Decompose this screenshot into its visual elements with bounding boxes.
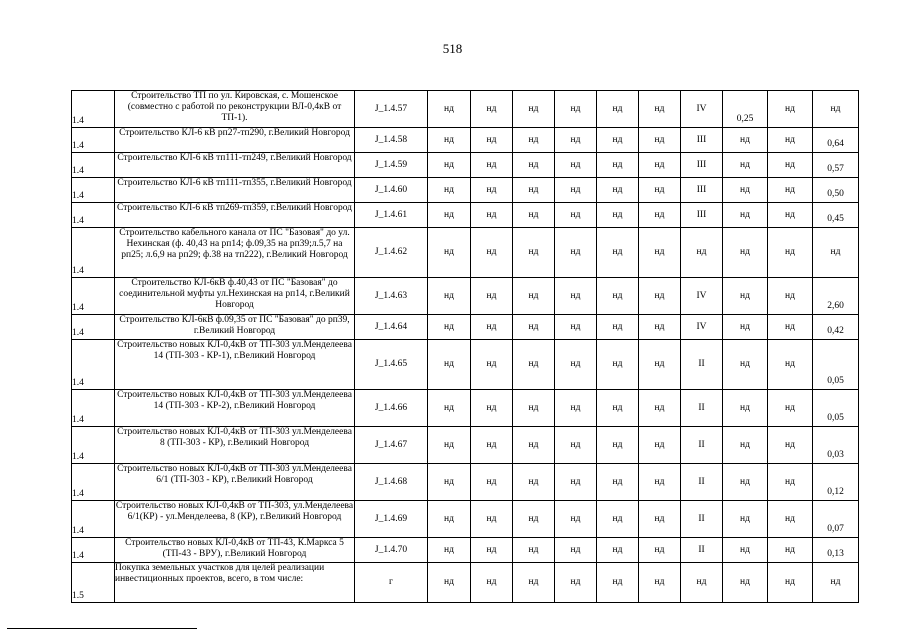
row-number: 1.4 [72,178,115,203]
value-cell: нд [471,278,513,315]
value-cell: 0,45 [813,203,859,228]
value-cell: нд [639,153,681,178]
value-cell: нд [768,390,813,427]
value-cell: нд [428,91,471,128]
project-code: J_1.4.61 [355,203,428,228]
value-cell: нд [555,178,597,203]
value-cell: нд [513,228,555,278]
value-cell: IV [681,278,723,315]
value-cell: нд [428,501,471,538]
project-code: J_1.4.66 [355,390,428,427]
project-code: J_1.4.57 [355,91,428,128]
value-cell: нд [681,228,723,278]
value-cell: нд [639,390,681,427]
value-cell: III [681,203,723,228]
row-number: 1.4 [72,203,115,228]
value-cell: нд [768,178,813,203]
table-row [72,315,859,340]
value-cell: 0,05 [813,390,859,427]
value-cell: нд [513,390,555,427]
value-cell: нд [555,153,597,178]
row-number: 1.5 [72,563,115,603]
value-cell: нд [768,128,813,153]
value-cell: нд [723,390,768,427]
project-description: Строительство КЛ-6 кВ тп111-тп355, г.Великий Новгород [115,178,355,203]
value-cell: нд [639,91,681,128]
value-cell: нд [813,228,859,278]
value-cell: нд [555,228,597,278]
project-code: J_1.4.58 [355,128,428,153]
value-cell: нд [471,563,513,603]
table-row [72,91,859,128]
value-cell: нд [639,315,681,340]
value-cell: нд [597,340,639,390]
value-cell: II [681,427,723,464]
value-cell: нд [471,153,513,178]
value-cell: нд [471,203,513,228]
value-cell: нд [555,203,597,228]
value-cell: нд [639,278,681,315]
value-cell: нд [428,278,471,315]
value-cell: нд [513,427,555,464]
value-cell: нд [471,340,513,390]
value-cell: 0,13 [813,538,859,563]
value-cell: нд [597,91,639,128]
row-number: 1.4 [72,228,115,278]
value-cell: нд [681,563,723,603]
value-cell: нд [428,228,471,278]
value-cell: нд [597,563,639,603]
value-cell: нд [428,464,471,501]
value-cell: нд [471,538,513,563]
page-number: 518 [442,41,463,56]
table-row [72,563,859,603]
project-description: Строительство новых КЛ-0,4кВ от ТП-43, К.Маркса 5 (ТП-43 - ВРУ), г.Великий Новгород [115,538,355,563]
value-cell: нд [768,501,813,538]
value-cell: III [681,178,723,203]
value-cell: нд [768,153,813,178]
project-description: Строительство КЛ-6 кВ тп269-тп359, г.Великий Новгород [115,203,355,228]
project-code: J_1.4.68 [355,464,428,501]
value-cell: нд [768,315,813,340]
value-cell: нд [768,563,813,603]
value-cell: нд [513,501,555,538]
value-cell: нд [768,278,813,315]
value-cell: нд [513,315,555,340]
value-cell: нд [768,464,813,501]
value-cell: нд [555,278,597,315]
value-cell: II [681,340,723,390]
row-number: 1.4 [72,128,115,153]
investment-table [71,90,859,603]
value-cell: нд [723,228,768,278]
value-cell: II [681,390,723,427]
value-cell: нд [639,340,681,390]
value-cell: нд [597,427,639,464]
value-cell: нд [597,228,639,278]
value-cell: нд [471,390,513,427]
value-cell: нд [597,203,639,228]
value-cell: 0,12 [813,464,859,501]
value-cell: нд [471,427,513,464]
value-cell: IV [681,315,723,340]
row-number: 1.4 [72,91,115,128]
row-number: 1.4 [72,501,115,538]
value-cell: нд [597,315,639,340]
row-number: 1.4 [72,538,115,563]
value-cell: нд [471,501,513,538]
table-row [72,501,859,538]
value-cell: нд [555,563,597,603]
value-cell: нд [428,427,471,464]
value-cell: нд [723,178,768,203]
value-cell: нд [639,228,681,278]
value-cell: нд [639,563,681,603]
value-cell: нд [555,501,597,538]
value-cell: нд [555,91,597,128]
project-description: Строительство новых КЛ-0,4кВ от ТП-303 ул.Менделеева 8 (ТП-303 - КР), г.Великий Новгород [115,427,355,464]
project-code: J_1.4.67 [355,427,428,464]
value-cell: 0,64 [813,128,859,153]
project-code: J_1.4.60 [355,178,428,203]
value-cell: нд [723,427,768,464]
table-row [72,390,859,427]
value-cell: III [681,128,723,153]
value-cell: нд [471,91,513,128]
value-cell: нд [768,91,813,128]
project-code: J_1.4.69 [355,501,428,538]
value-cell: нд [555,128,597,153]
row-number: 1.4 [72,340,115,390]
project-code: J_1.4.62 [355,228,428,278]
row-number: 1.4 [72,464,115,501]
value-cell: нд [471,128,513,153]
value-cell: нд [471,228,513,278]
value-cell: II [681,464,723,501]
value-cell: нд [555,538,597,563]
value-cell: нд [768,203,813,228]
value-cell: нд [555,390,597,427]
value-cell: нд [428,315,471,340]
table-row [72,340,859,390]
value-cell: нд [768,538,813,563]
project-code: J_1.4.64 [355,315,428,340]
project-description: Строительство новых КЛ-0,4кВ от ТП-303, ул.Менделеева 6/1(КР) - ул.Менделеева, 8 (КР), г.Великий Новгород [115,501,355,538]
project-description: Строительство новых КЛ-0,4кВ от ТП-303 ул.Менделеева 14 (ТП-303 - КР-2), г.Великий Новгород [115,390,355,427]
value-cell: 0,07 [813,501,859,538]
row-number: 1.4 [72,315,115,340]
value-cell: нд [428,128,471,153]
value-cell: нд [555,464,597,501]
value-cell: нд [428,538,471,563]
value-cell: нд [723,153,768,178]
value-cell: нд [768,228,813,278]
value-cell: 0,42 [813,315,859,340]
value-cell: нд [428,178,471,203]
table-row [72,427,859,464]
value-cell: нд [723,203,768,228]
value-cell: нд [639,203,681,228]
project-description: Покупка земельных участков для целей реализации инвестиционных проектов, всего, в том числе: [115,563,355,603]
row-number: 1.4 [72,390,115,427]
value-cell: нд [597,128,639,153]
value-cell: II [681,501,723,538]
project-code: J_1.4.59 [355,153,428,178]
value-cell: нд [639,427,681,464]
table-row [72,228,859,278]
value-cell: нд [597,153,639,178]
value-cell: нд [639,538,681,563]
project-description: Строительство КЛ-6 кВ тп111-тп249, г.Великий Новгород [115,153,355,178]
value-cell: нд [428,390,471,427]
value-cell: 0,05 [813,340,859,390]
row-number: 1.4 [72,153,115,178]
value-cell: II [681,538,723,563]
value-cell: нд [513,178,555,203]
value-cell: нд [555,427,597,464]
value-cell: нд [471,464,513,501]
project-description: Строительство новых КЛ-0,4кВ от ТП-303 ул.Менделеева 6/1 (ТП-303 - КР), г.Великий Новгород [115,464,355,501]
value-cell: нд [813,91,859,128]
project-description: Строительство ТП по ул. Кировская, с. Мошенское (совместно с работой по реконструкции ВЛ-0,4кВ от ТП-1). [115,91,355,128]
value-cell: нд [513,563,555,603]
value-cell: нд [723,315,768,340]
value-cell: 0,03 [813,427,859,464]
value-cell: нд [723,538,768,563]
value-cell: нд [428,203,471,228]
project-code: г [355,563,428,603]
value-cell: нд [513,278,555,315]
value-cell: нд [639,128,681,153]
project-code: J_1.4.65 [355,340,428,390]
value-cell: нд [639,178,681,203]
table-body [72,91,859,603]
value-cell: нд [597,278,639,315]
table-row [72,203,859,228]
value-cell: нд [723,340,768,390]
footnote-rule [7,628,197,629]
value-cell: нд [513,340,555,390]
value-cell: нд [597,178,639,203]
table-row [72,128,859,153]
value-cell: IV [681,91,723,128]
value-cell: нд [513,464,555,501]
value-cell: нд [597,538,639,563]
value-cell: нд [471,178,513,203]
value-cell: нд [597,464,639,501]
project-description: Строительство КЛ-6кВ ф.40,43 от ПС "Базовая" до соединительной муфты ул.Нехинская на рп14, г.Великий Новгород [115,278,355,315]
row-number: 1.4 [72,427,115,464]
value-cell: нд [723,563,768,603]
value-cell: нд [513,91,555,128]
value-cell: нд [597,390,639,427]
value-cell: нд [555,340,597,390]
row-number: 1.4 [72,278,115,315]
value-cell: 2,60 [813,278,859,315]
table-row [72,178,859,203]
value-cell: нд [639,464,681,501]
project-code: J_1.4.70 [355,538,428,563]
value-cell: нд [723,278,768,315]
value-cell: нд [471,315,513,340]
value-cell: нд [723,501,768,538]
table-row [72,278,859,315]
project-description: Строительство КЛ-6 кВ рп27-тп290, г.Великий Новгород [115,128,355,153]
value-cell: нд [428,153,471,178]
table-row [72,153,859,178]
project-code: J_1.4.63 [355,278,428,315]
project-description: Строительство кабельного канала от ПС "Базовая" до ул. Нехинская (ф. 40,43 на рп14; ф.09,35 на рп39;л.5,7 на рп25; л.6,9 на рп29; ф.38 на тп222), г.Великий Новгород [115,228,355,278]
value-cell: нд [723,128,768,153]
project-description: Строительство новых КЛ-0,4кВ от ТП-303 ул.Менделеева 14 (ТП-303 - КР-1), г.Великий Новгород [115,340,355,390]
value-cell: III [681,153,723,178]
value-cell: нд [513,538,555,563]
value-cell: нд [428,340,471,390]
value-cell: 0,50 [813,178,859,203]
value-cell: нд [813,563,859,603]
value-cell: нд [513,153,555,178]
value-cell: нд [428,563,471,603]
value-cell: нд [768,427,813,464]
table-row [72,464,859,501]
value-cell: нд [513,203,555,228]
value-cell: нд [597,501,639,538]
project-description: Строительство КЛ-6кВ ф.09,35 от ПС "Базовая" до рп39, г.Великий Новгород [115,315,355,340]
table-row [72,538,859,563]
value-cell: 0,25 [723,91,768,128]
value-cell: нд [513,128,555,153]
value-cell: нд [639,501,681,538]
value-cell: нд [555,315,597,340]
value-cell: нд [768,340,813,390]
value-cell: нд [723,464,768,501]
value-cell: 0,57 [813,153,859,178]
